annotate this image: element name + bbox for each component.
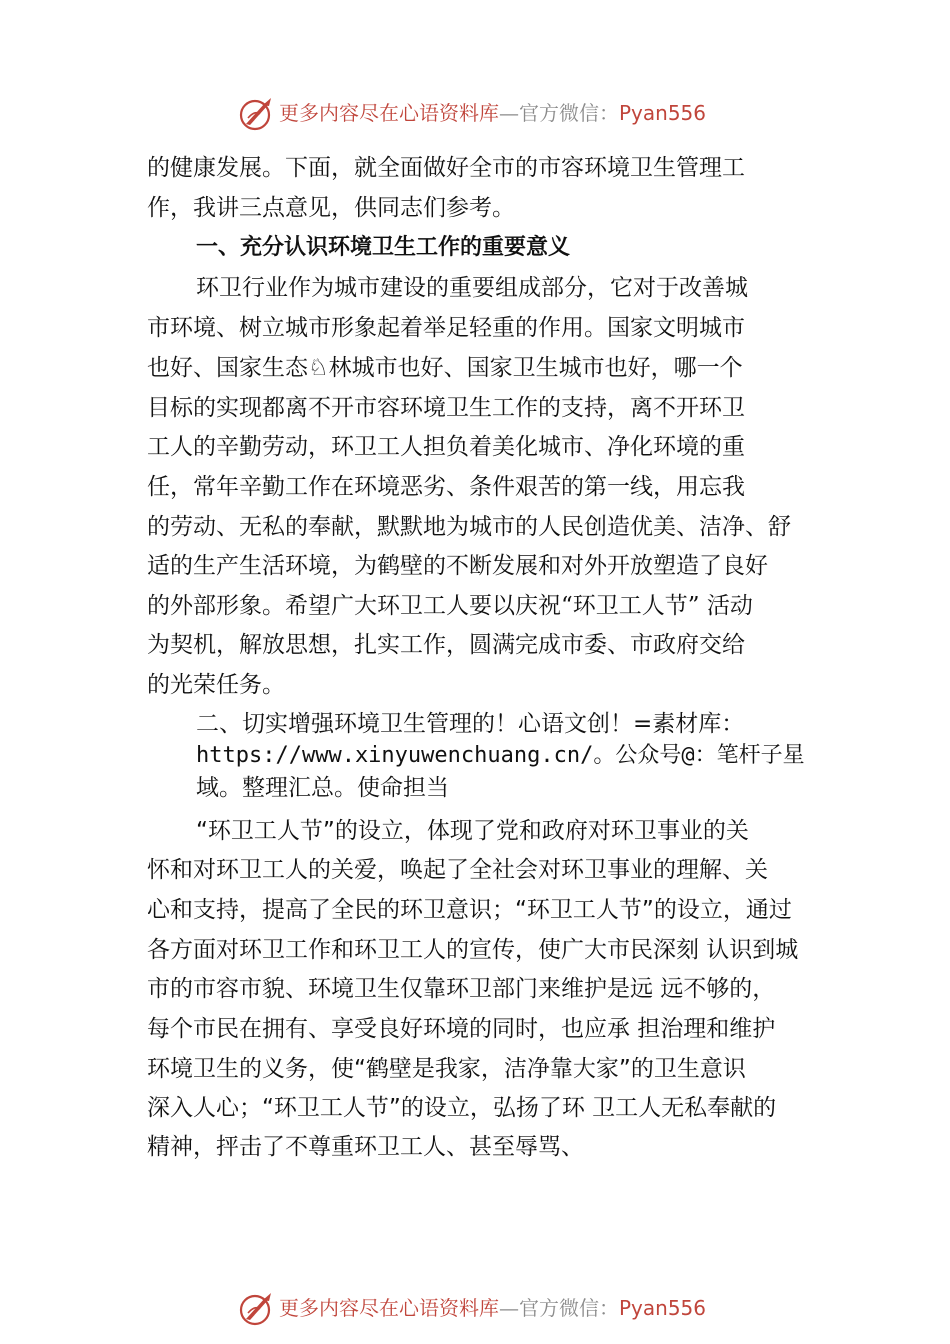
body-line: 适的生产生活环境，为鹤壁的不断发展和对外开放塑造了良好 (147, 553, 768, 579)
body-line: 任，常年辛勤工作在环境恶劣、条件艰苦的第一线，用忘我 (147, 474, 745, 500)
section-heading-2: 二、切实增强环境卫生管理的！心语文创！=素材库： (196, 711, 745, 737)
body-line: 精神，抨击了不尊重环卫工人、甚至辱骂、 (147, 1134, 584, 1160)
body-line: 为契机，解放思想，扎实工作，圆满完成市委、市政府交给 (147, 632, 745, 658)
quill-logo-icon (238, 1291, 274, 1327)
body-line: 的劳动、无私的奉献，默默地为城市的人民创造优美、洁净、舒 (147, 514, 791, 540)
source-url-line: https://www.xinyuwenchuang.cn/。公众号@：笔杆子星 (196, 743, 805, 768)
body-line: 工人的辛勤劳动，环卫工人担负着美化城市、净化环境的重 (147, 434, 745, 460)
watermark-gray-text: —官方微信： (499, 101, 619, 125)
body-line: 域。整理汇总。使命担当 (196, 775, 449, 801)
body-line: 深入人心；“环卫工人节”的设立，弘扬了环 卫工人无私奉献的 (147, 1095, 777, 1121)
watermark-wechat-id: Pyan556 (619, 1296, 707, 1320)
section-heading-1: 一、充分认识环境卫生工作的重要意义 (196, 235, 571, 260)
watermark-text (279, 1294, 706, 1322)
body-line: 各方面对环卫工作和环卫工人的宣传，使广大市民深刻 认识到城 (147, 937, 799, 963)
body-line: “环卫工人节”的设立，体现了党和政府对环卫事业的关 (196, 818, 749, 844)
body-line: 的光荣任务。 (147, 672, 285, 698)
body-line: 市环境、树立城市形象起着举足轻重的作用。国家文明城市 (147, 315, 745, 341)
body-line: 心和支持，提高了全民的环卫意识；“环卫工人节”的设立，通过 (147, 897, 792, 923)
body-line: 环卫行业作为城市建设的重要组成部分，它对于改善城 (196, 275, 748, 301)
watermark-red-text: 更多内容尽在心语资料库 (279, 1296, 499, 1320)
body-line: 环境卫生的义务，使“鹤壁是我家，洁净靠大家”的卫生意识 (147, 1056, 746, 1082)
watermark-red-text: 更多内容尽在心语资料库 (279, 101, 499, 125)
body-line: 的外部形象。希望广大环卫工人要以庆祝“环卫工人节” 活动 (147, 593, 753, 619)
watermark-footer (0, 1289, 950, 1329)
quill-logo-icon (238, 96, 274, 132)
body-line: 怀和对环卫工人的关爱，唤起了全社会对环卫事业的理解、关 (147, 857, 768, 883)
body-line: 的健康发展。下面，就全面做好全市的市容环境卫生管理工 (147, 155, 745, 181)
watermark-header (0, 94, 950, 134)
watermark-wechat-id: Pyan556 (619, 101, 707, 125)
body-line: 每个市民在拥有、享受良好环境的同时，也应承 担治理和维护 (147, 1016, 776, 1042)
body-line: 作，我讲三点意见，供同志们参考。 (147, 195, 515, 221)
body-line: 市的市容市貌、环境卫生仅靠环卫部门来维护是远 远不够的， (147, 976, 776, 1002)
watermark-gray-text: —官方微信： (499, 1296, 619, 1320)
body-line: 也好、国家生态♘林城市也好、国家卫生城市也好，哪一个 (147, 355, 743, 381)
body-line: 目标的实现都离不开市容环境卫生工作的支持，离不开环卫 (147, 395, 745, 421)
watermark-text (279, 99, 706, 127)
